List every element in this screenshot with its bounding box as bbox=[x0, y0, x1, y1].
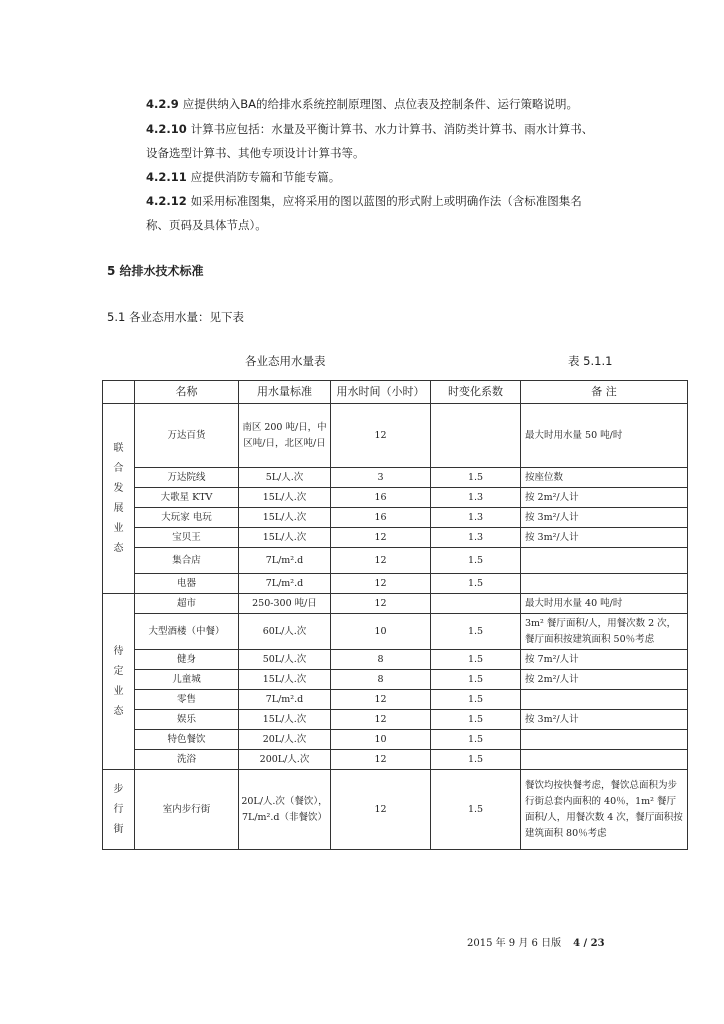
page-number: 4 / 23 bbox=[573, 938, 605, 949]
table-row bbox=[103, 730, 688, 750]
paragraph-text: 称、页码及具体节点）。 bbox=[146, 218, 267, 232]
cell-std: 7L/m².d bbox=[239, 574, 331, 594]
cell-std: 南区 200 吨/日，中区吨/日，北区吨/日 bbox=[239, 404, 331, 468]
cell-std: 15L/人.次 bbox=[239, 488, 331, 508]
cell-hours: 12 bbox=[331, 750, 431, 770]
clause-number: 4.2.9 bbox=[146, 97, 179, 111]
group-label-char: 定 bbox=[113, 665, 124, 677]
cell-name: 儿童城 bbox=[135, 670, 239, 690]
cell-k: 1.5 bbox=[431, 770, 521, 850]
cell-std: 7L/m².d bbox=[239, 548, 331, 574]
table-row bbox=[103, 650, 688, 670]
version-date: 2015 年 9 月 6 日版 bbox=[467, 938, 562, 949]
cell-note bbox=[521, 574, 688, 594]
paragraph-continuation bbox=[146, 218, 267, 232]
cell-std: 60L/人.次 bbox=[239, 614, 331, 650]
subsection-title: 5.1 各业态用水量：见下表 bbox=[107, 310, 244, 324]
cell-hours: 10 bbox=[331, 730, 431, 750]
group-label-char: 态 bbox=[113, 542, 124, 554]
cell-name: 健身 bbox=[135, 650, 239, 670]
cell-note bbox=[521, 750, 688, 770]
section-title: 5 给排水技术标准 bbox=[107, 264, 204, 278]
group-label-char: 发 bbox=[113, 482, 124, 494]
water-usage-table bbox=[102, 380, 688, 850]
cell-std: 15L/人.次 bbox=[239, 710, 331, 730]
cell-note: 按 7m²/人计 bbox=[521, 650, 688, 670]
cell-name: 娱乐 bbox=[135, 710, 239, 730]
group-label bbox=[103, 404, 135, 594]
group-label bbox=[103, 770, 135, 850]
cell-std: 15L/人.次 bbox=[239, 670, 331, 690]
header-cell: 名称 bbox=[135, 381, 239, 404]
header-cell: 用水量标准 bbox=[239, 381, 331, 404]
table-row bbox=[103, 528, 688, 548]
cell-hours: 8 bbox=[331, 650, 431, 670]
table-row bbox=[103, 670, 688, 690]
group-label-char: 步 bbox=[113, 783, 124, 795]
group-label-char: 态 bbox=[113, 705, 124, 717]
table-number: 表 5.1.1 bbox=[568, 354, 613, 368]
table-row bbox=[103, 548, 688, 574]
cell-note: 按 2m²/人计 bbox=[521, 488, 688, 508]
table-row bbox=[103, 404, 688, 468]
cell-std: 5L/人.次 bbox=[239, 468, 331, 488]
group-label-char: 街 bbox=[113, 823, 124, 835]
cell-hours: 12 bbox=[331, 594, 431, 614]
cell-note: 按 3m²/人计 bbox=[521, 710, 688, 730]
group-label-char: 业 bbox=[113, 522, 124, 534]
cell-k bbox=[431, 404, 521, 468]
cell-k: 1.5 bbox=[431, 614, 521, 650]
table-row bbox=[103, 594, 688, 614]
group-label bbox=[103, 594, 135, 770]
table-row bbox=[103, 488, 688, 508]
cell-hours: 3 bbox=[331, 468, 431, 488]
cell-note: 按 2m²/人计 bbox=[521, 670, 688, 690]
cell-std: 15L/人.次 bbox=[239, 528, 331, 548]
table-row bbox=[103, 508, 688, 528]
cell-note: 最大时用水量 50 吨/时 bbox=[521, 404, 688, 468]
paragraph bbox=[146, 194, 582, 208]
table-header-row bbox=[103, 381, 688, 404]
cell-std: 50L/人.次 bbox=[239, 650, 331, 670]
header-cell: 时变化系数 bbox=[431, 381, 521, 404]
cell-std: 20L/人.次（餐饮），7L/m².d（非餐饮） bbox=[239, 770, 331, 850]
cell-note: 3m² 餐厅面积/人，用餐次数 2 次，餐厅面积按建筑面积 50％考虑 bbox=[521, 614, 688, 650]
cell-k: 1.5 bbox=[431, 670, 521, 690]
cell-name: 零售 bbox=[135, 690, 239, 710]
cell-k: 1.5 bbox=[431, 574, 521, 594]
cell-name: 万达百货 bbox=[135, 404, 239, 468]
cell-hours: 12 bbox=[331, 710, 431, 730]
clause-number: 4.2.12 bbox=[146, 194, 187, 208]
paragraph bbox=[146, 122, 593, 136]
paragraph-text: 应提供纳入BA的给排水系统控制原理图、点位表及控制条件、运行策略说明。 bbox=[182, 97, 579, 111]
header-cell: 用水时间（小时） bbox=[331, 381, 431, 404]
paragraph-text: 应提供消防专篇和节能专篇。 bbox=[190, 170, 341, 184]
cell-std: 15L/人.次 bbox=[239, 508, 331, 528]
paragraph bbox=[146, 97, 578, 111]
group-label-char: 展 bbox=[113, 502, 124, 514]
cell-note bbox=[521, 730, 688, 750]
header-cell: 备 注 bbox=[521, 381, 688, 404]
cell-hours: 12 bbox=[331, 404, 431, 468]
cell-hours: 10 bbox=[331, 614, 431, 650]
cell-std: 200L/人.次 bbox=[239, 750, 331, 770]
table-row bbox=[103, 614, 688, 650]
cell-std: 250-300 吨/日 bbox=[239, 594, 331, 614]
table-row bbox=[103, 710, 688, 730]
cell-note: 按 3m²/人计 bbox=[521, 528, 688, 548]
page-footer bbox=[467, 934, 605, 949]
cell-hours: 12 bbox=[331, 690, 431, 710]
cell-note: 按座位数 bbox=[521, 468, 688, 488]
cell-name: 室内步行街 bbox=[135, 770, 239, 850]
cell-k: 1.5 bbox=[431, 690, 521, 710]
cell-name: 大型酒楼（中餐） bbox=[135, 614, 239, 650]
group-label-char: 业 bbox=[113, 685, 124, 697]
table-row bbox=[103, 750, 688, 770]
cell-hours: 8 bbox=[331, 670, 431, 690]
cell-name: 万达院线 bbox=[135, 468, 239, 488]
clause-number: 4.2.10 bbox=[146, 122, 187, 136]
paragraph-text: 如采用标准图集，应将采用的图以蓝图的形式附上或明确作法（含标准图集名 bbox=[190, 194, 582, 208]
cell-hours: 12 bbox=[331, 770, 431, 850]
cell-k: 1.5 bbox=[431, 710, 521, 730]
table-row bbox=[103, 468, 688, 488]
cell-k: 1.3 bbox=[431, 488, 521, 508]
cell-hours: 12 bbox=[331, 528, 431, 548]
paragraph-text: 设备选型计算书、其他专项设计计算书等。 bbox=[146, 146, 365, 160]
cell-name: 宝贝王 bbox=[135, 528, 239, 548]
cell-hours: 16 bbox=[331, 488, 431, 508]
cell-k: 1.5 bbox=[431, 548, 521, 574]
cell-hours: 12 bbox=[331, 548, 431, 574]
cell-name: 大玩家 电玩 bbox=[135, 508, 239, 528]
group-label-char: 合 bbox=[113, 462, 124, 474]
table-row bbox=[103, 690, 688, 710]
clause-number: 4.2.11 bbox=[146, 170, 187, 184]
cell-k bbox=[431, 594, 521, 614]
group-label-char: 行 bbox=[113, 803, 124, 815]
cell-note: 餐饮均按快餐考虑，餐饮总面积为步行街总套内面积的 40％，1m² 餐厅面积/人，用餐次数 4 次，餐厅面积按建筑面积 80％考虑 bbox=[521, 770, 688, 850]
table-row bbox=[103, 770, 688, 850]
paragraph-text: 计算书应包括：水量及平衡计算书、水力计算书、消防类计算书、雨水计算书、 bbox=[190, 122, 594, 136]
table-caption: 各业态用水量表 bbox=[245, 354, 326, 368]
table-row bbox=[103, 574, 688, 594]
cell-std: 7L/m².d bbox=[239, 690, 331, 710]
group-label-char: 待 bbox=[113, 645, 124, 657]
cell-note: 按 3m²/人计 bbox=[521, 508, 688, 528]
cell-name: 超市 bbox=[135, 594, 239, 614]
cell-std: 20L/人.次 bbox=[239, 730, 331, 750]
cell-k: 1.5 bbox=[431, 750, 521, 770]
cell-name: 洗浴 bbox=[135, 750, 239, 770]
cell-name: 集合店 bbox=[135, 548, 239, 574]
group-label-char: 联 bbox=[113, 442, 124, 454]
cell-note bbox=[521, 548, 688, 574]
cell-k: 1.3 bbox=[431, 528, 521, 548]
cell-k: 1.5 bbox=[431, 730, 521, 750]
cell-k: 1.5 bbox=[431, 650, 521, 670]
cell-note: 最大时用水量 40 吨/时 bbox=[521, 594, 688, 614]
cell-hours: 12 bbox=[331, 574, 431, 594]
cell-hours: 16 bbox=[331, 508, 431, 528]
cell-note bbox=[521, 690, 688, 710]
cell-name: 特色餐饮 bbox=[135, 730, 239, 750]
paragraph-continuation bbox=[146, 146, 365, 160]
cell-k: 1.5 bbox=[431, 468, 521, 488]
cell-name: 大歌星 KTV bbox=[135, 488, 239, 508]
paragraph bbox=[146, 170, 340, 184]
header-cell bbox=[103, 381, 135, 404]
cell-k: 1.3 bbox=[431, 508, 521, 528]
cell-name: 电器 bbox=[135, 574, 239, 594]
